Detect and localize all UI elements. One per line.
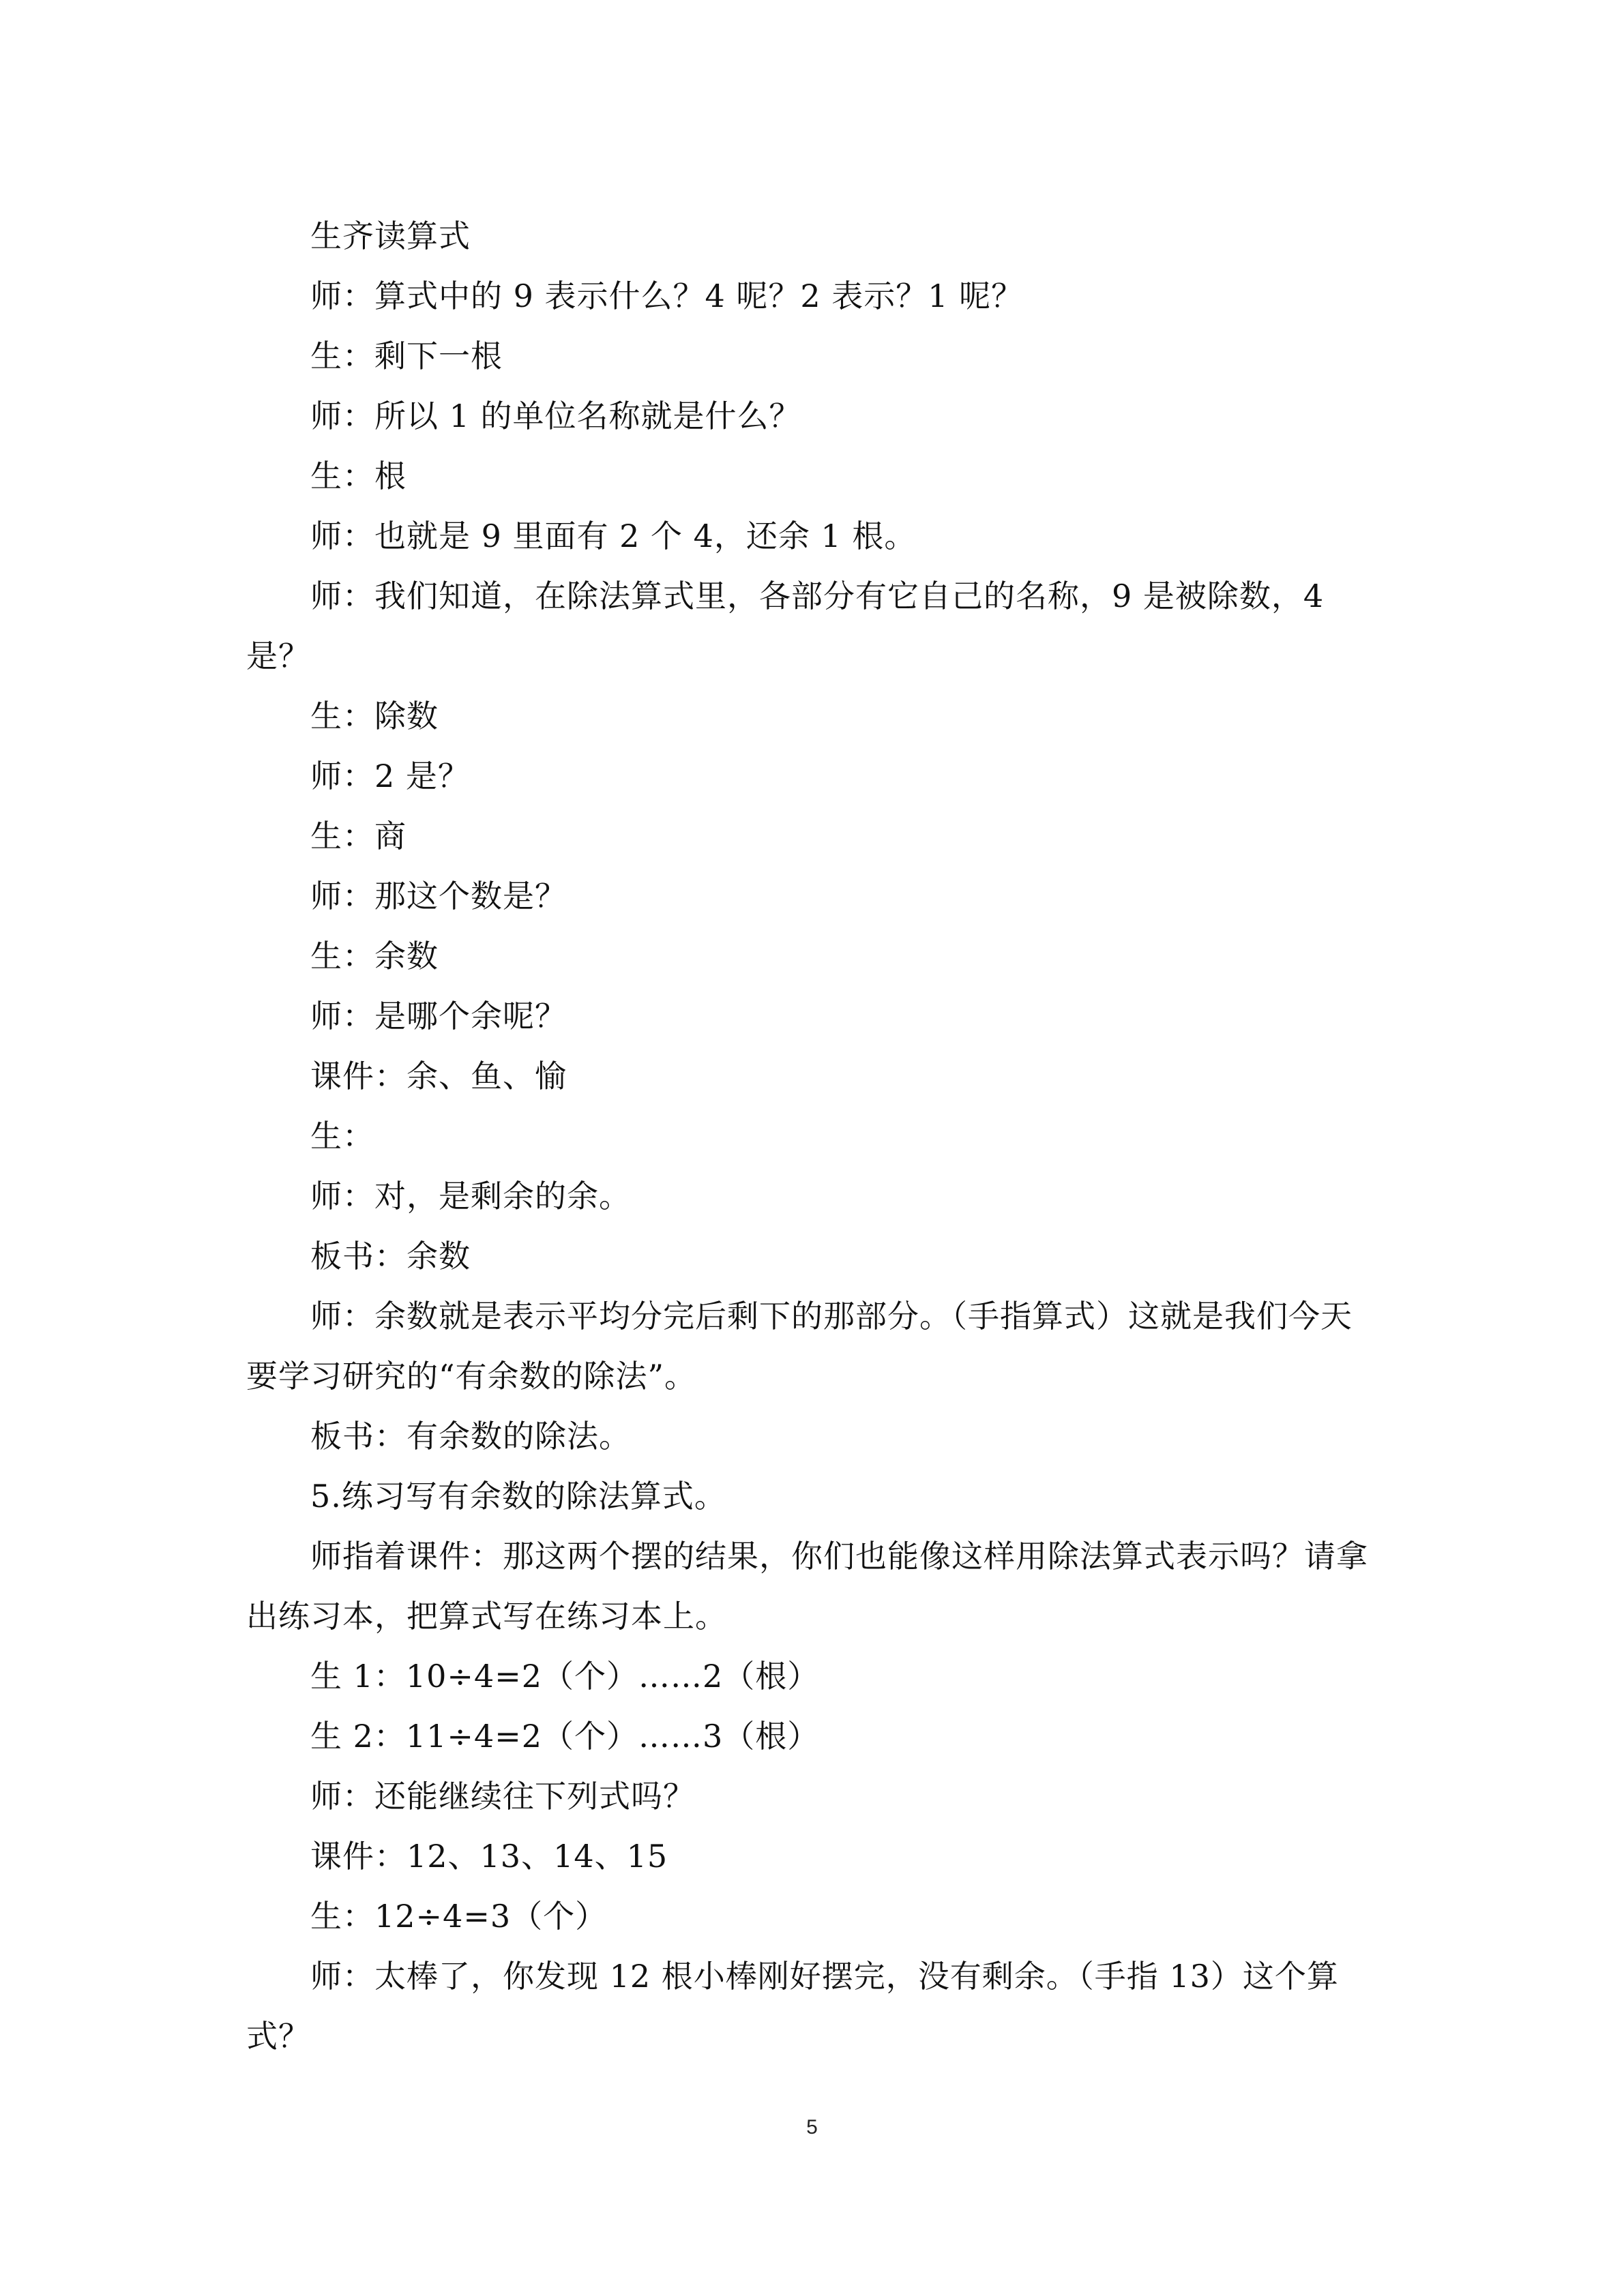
paragraph: 师指着课件：那这两个摆的结果，你们也能像这样用除法算式表示吗？请拿出练习本，把算式写在练习本上。 (246, 1538, 1368, 1635)
paragraph: 师：所以 1 的单位名称就是什么？ (310, 398, 801, 434)
paragraph: 师：余数就是表示平均分完后剩下的那部分。（手指算式）这就是我们今天要学习研究的“有余数的除法”。 (246, 1298, 1353, 1395)
paragraph: 生：商 (310, 818, 407, 854)
paragraph: 师：2 是？ (310, 758, 470, 794)
paragraph: 板书：有余数的除法。 (310, 1418, 631, 1455)
paragraph: 生：剩下一根 (310, 338, 503, 374)
paragraph: 生 1：10÷4=2（个）……2（根） (310, 1658, 820, 1695)
paragraph: 课件：12、13、14、15 (310, 1838, 668, 1875)
paragraph: 师：算式中的 9 表示什么？4 呢？2 表示？1 呢？ (310, 278, 1024, 314)
paragraph: 师：是哪个余呢？ (310, 998, 567, 1034)
document-body (246, 206, 1377, 2066)
paragraph: 师：还能继续往下列式吗？ (310, 1778, 695, 1815)
paragraph: 师：那这个数是？ (310, 878, 567, 914)
paragraph: 师：我们知道，在除法算式里，各部分有它自己的名称，9 是被除数，4 是？ (246, 578, 1325, 674)
paragraph: 生：除数 (310, 698, 439, 734)
paragraph: 生： (310, 1118, 374, 1154)
paragraph: 生：12÷4=3（个） (310, 1898, 608, 1935)
paragraph: 师：对，是剩余的余。 (310, 1178, 631, 1214)
paragraph: 师：也就是 9 里面有 2 个 4，还余 1 根。 (310, 518, 917, 554)
paragraph: 生齐读算式 (310, 218, 471, 254)
paragraph: 板书：余数 (310, 1238, 471, 1274)
paragraph: 生：余数 (310, 938, 439, 974)
paragraph: 生：根 (310, 458, 407, 494)
page-number: 5 (806, 2116, 818, 2138)
paragraph: 生 2：11÷4=2（个）……3（根） (310, 1718, 820, 1755)
paragraph: 师：太棒了，你发现 12 根小棒刚好摆完，没有剩余。（手指 13）这个算式？ (246, 1958, 1339, 2055)
paragraph: 课件：余、鱼、愉 (310, 1058, 567, 1094)
paragraph: 5.练习写有余数的除法算式。 (310, 1478, 726, 1515)
